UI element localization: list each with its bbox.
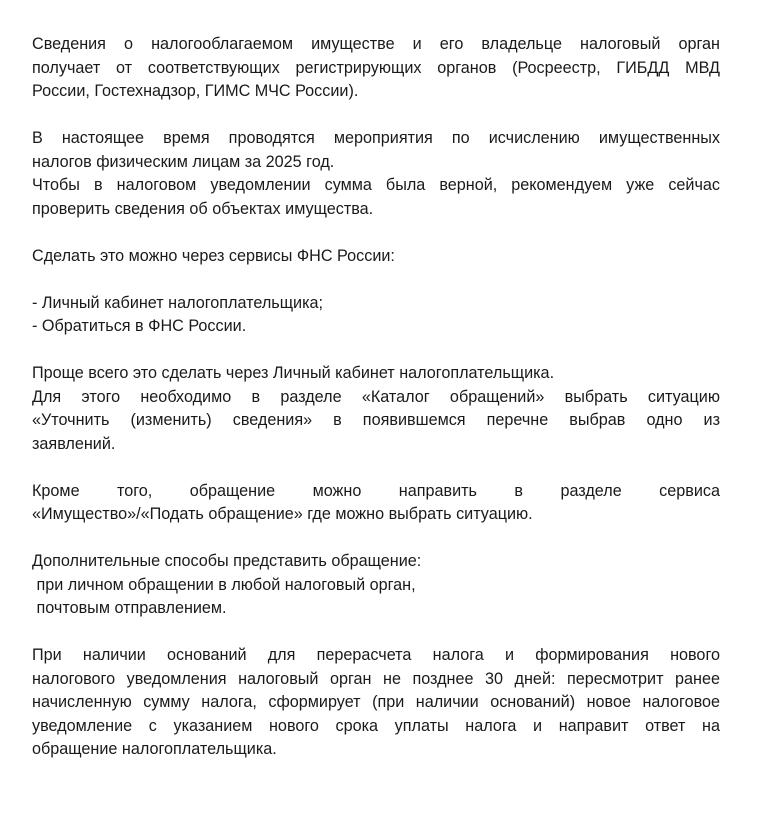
text-line: Проще всего это сделать через Личный кабинет налогоплательщика. (32, 364, 555, 382)
text-line: «Имущество»/«Подать обращение» где можно выбрать ситуацию. (32, 505, 533, 523)
document-body (32, 33, 720, 785)
text-line: уведомление с указанием нового срока уплаты налога и направит ответ на (32, 716, 720, 735)
list-item: - Личный кабинет налогоплательщика; (32, 293, 324, 312)
services-list (32, 292, 720, 339)
paragraph-property-service (32, 480, 720, 527)
list-item: почтовым отправлением. (32, 599, 227, 617)
text-line: «Уточнить (изменить) сведения» в появившемся перечне выбрав одно из (32, 411, 720, 429)
text-line: налогов физическим лицам за 2025 год. (32, 152, 335, 171)
text-line: Для этого необходимо в разделе «Каталог обращений» выбрать ситуацию (32, 387, 720, 406)
text-line: Сделать это можно через сервисы ФНС России: (32, 246, 395, 265)
paragraph-services-intro (32, 245, 720, 269)
paragraph-personal-account (32, 362, 720, 456)
text-line: получает от соответствующих регистрирующих органов (Росреестр, ГИБДД МВД (32, 58, 720, 77)
text-line: обращение налогоплательщика. (32, 740, 277, 758)
text-line: Кроме того, обращение можно направить в разделе сервиса (32, 481, 720, 500)
text-line: налогового уведомления налоговый орган не позднее 30 дней: пересмотрит ранее (32, 669, 720, 688)
text-line: Чтобы в налоговом уведомлении сумма была верной, рекомендуем уже сейчас (32, 176, 720, 194)
text-line: начисленную сумму налога, сформирует (при наличии оснований) новое налоговое (32, 693, 720, 711)
paragraph-recalculation (32, 644, 720, 762)
text-line: При наличии оснований для перерасчета налога и формирования нового (32, 646, 720, 664)
text-line: заявлений. (32, 434, 116, 453)
text-line: проверить сведения об объектах имущества. (32, 199, 374, 218)
text-line: Дополнительные способы представить обращение: (32, 552, 422, 570)
text-line: России, Гостехнадзор, ГИМС МЧС России). (32, 82, 359, 100)
paragraph-tax-calculation (32, 127, 720, 221)
list-item: при личном обращении в любой налоговый орган, (32, 575, 416, 594)
paragraph-additional-methods (32, 550, 720, 621)
text-line: Сведения о налогооблагаемом имуществе и его владельце налоговый орган (32, 35, 720, 53)
paragraph-property-info-source (32, 33, 720, 104)
text-line: В настоящее время проводятся мероприятия по исчислению имущественных (32, 129, 720, 147)
list-item: - Обратиться в ФНС России. (32, 317, 247, 335)
